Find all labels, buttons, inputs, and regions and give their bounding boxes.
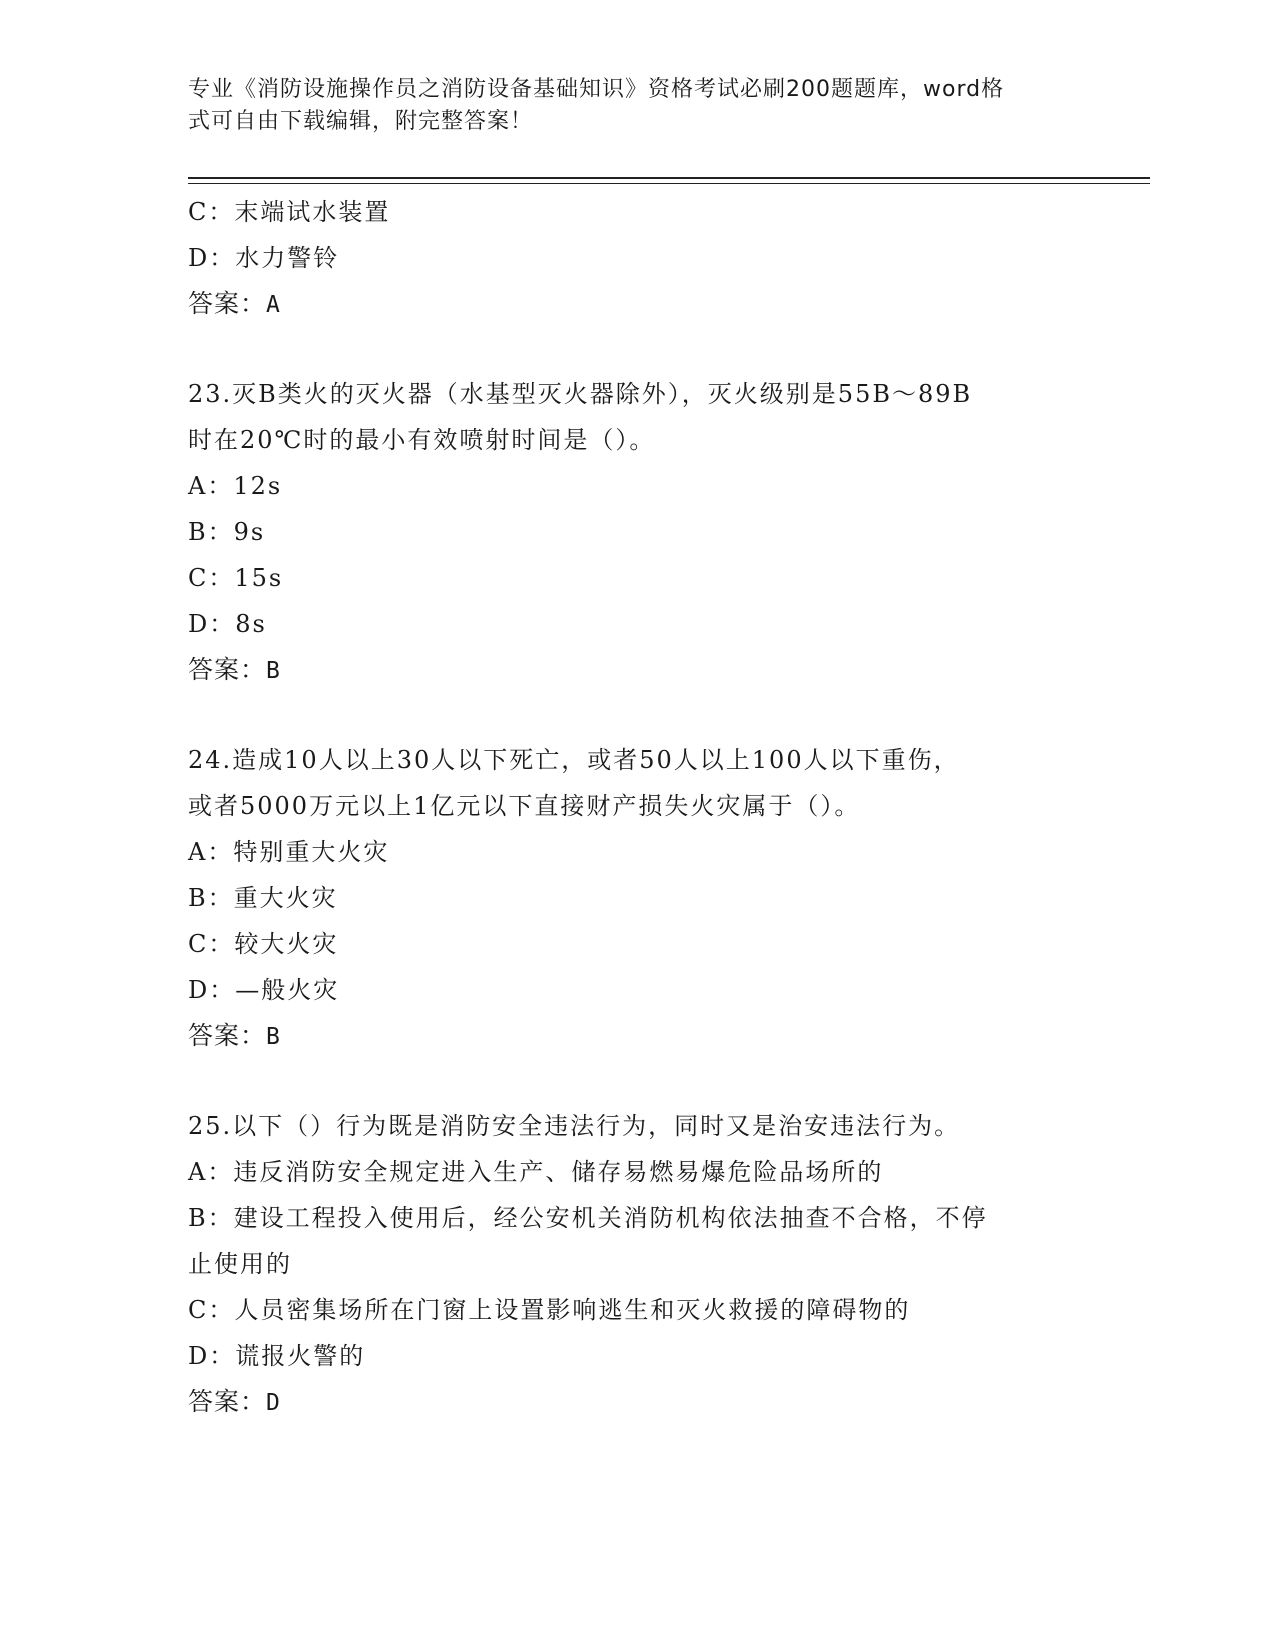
question-25 (188, 1103, 1088, 1425)
option-d: D：8s (188, 610, 267, 638)
option-b: B：9s (188, 518, 266, 546)
answer-value: A (266, 292, 281, 318)
option-d: D：—般火灾 (188, 976, 340, 1004)
question-stem-line: 25.以下（）行为既是消防安全违法行为，同时又是治安违法行为。 (188, 1112, 961, 1140)
answer-line (188, 1013, 1088, 1059)
option-a: A：特别重大火灾 (188, 838, 390, 866)
answer-line (188, 1379, 1088, 1425)
option-a: A：12s (188, 472, 283, 500)
answer-label: 答案： (188, 1387, 267, 1416)
answer-value: D (266, 1390, 281, 1416)
prev-question-block (188, 189, 1088, 327)
option-b-continued: 止使用的 (188, 1250, 292, 1278)
answer-line (188, 647, 1088, 693)
option-b: B：建设工程投入使用后，经公安机关消防机构依法抽查不合格，不停 (188, 1204, 988, 1232)
question-23 (188, 371, 1088, 693)
option-c: C：15s (188, 564, 284, 592)
question-content (188, 189, 1088, 1425)
document-header (188, 74, 1078, 138)
question-spacer (188, 327, 1088, 371)
answer-label: 答案： (188, 289, 267, 318)
header-divider-thin (188, 183, 1150, 184)
question-stem-line: 24.造成10人以上30人以下死亡，或者50人以上100人以下重伤， (188, 746, 960, 774)
question-spacer (188, 1059, 1088, 1103)
answer-line (188, 281, 1088, 327)
question-24 (188, 737, 1088, 1059)
answer-value: B (266, 1024, 281, 1050)
option-c: C：较大火灾 (188, 930, 339, 958)
question-spacer (188, 693, 1088, 737)
question-stem-line: 时在20℃时的最小有效喷射时间是（）。 (188, 426, 656, 454)
option-a: A：违反消防安全规定进入生产、储存易燃易爆危险品场所的 (188, 1158, 884, 1186)
header-line-2: 式可自由下载编辑，附完整答案！ (188, 109, 534, 134)
header-divider-thick (188, 177, 1150, 179)
answer-label: 答案： (188, 1021, 267, 1050)
question-stem-line: 或者5000万元以上1亿元以下直接财产损失火灾属于（）。 (188, 792, 861, 820)
answer-label: 答案： (188, 655, 267, 684)
option-d: D：水力警铃 (188, 244, 340, 272)
option-c: C：人员密集场所在门窗上设置影响逃生和灭火救援的障碍物的 (188, 1296, 911, 1324)
question-stem-line: 23.灭B类火的灭火器（水基型灭火器除外），灭火级别是55B～89B (188, 380, 973, 408)
option-c: C：末端试水装置 (188, 198, 391, 226)
option-b: B：重大火灾 (188, 884, 338, 912)
answer-value: B (266, 658, 281, 684)
header-line-1: 专业《消防设施操作员之消防设备基础知识》资格考试必刷200题题库，word格 (188, 77, 1005, 102)
option-d: D：谎报火警的 (188, 1342, 366, 1370)
